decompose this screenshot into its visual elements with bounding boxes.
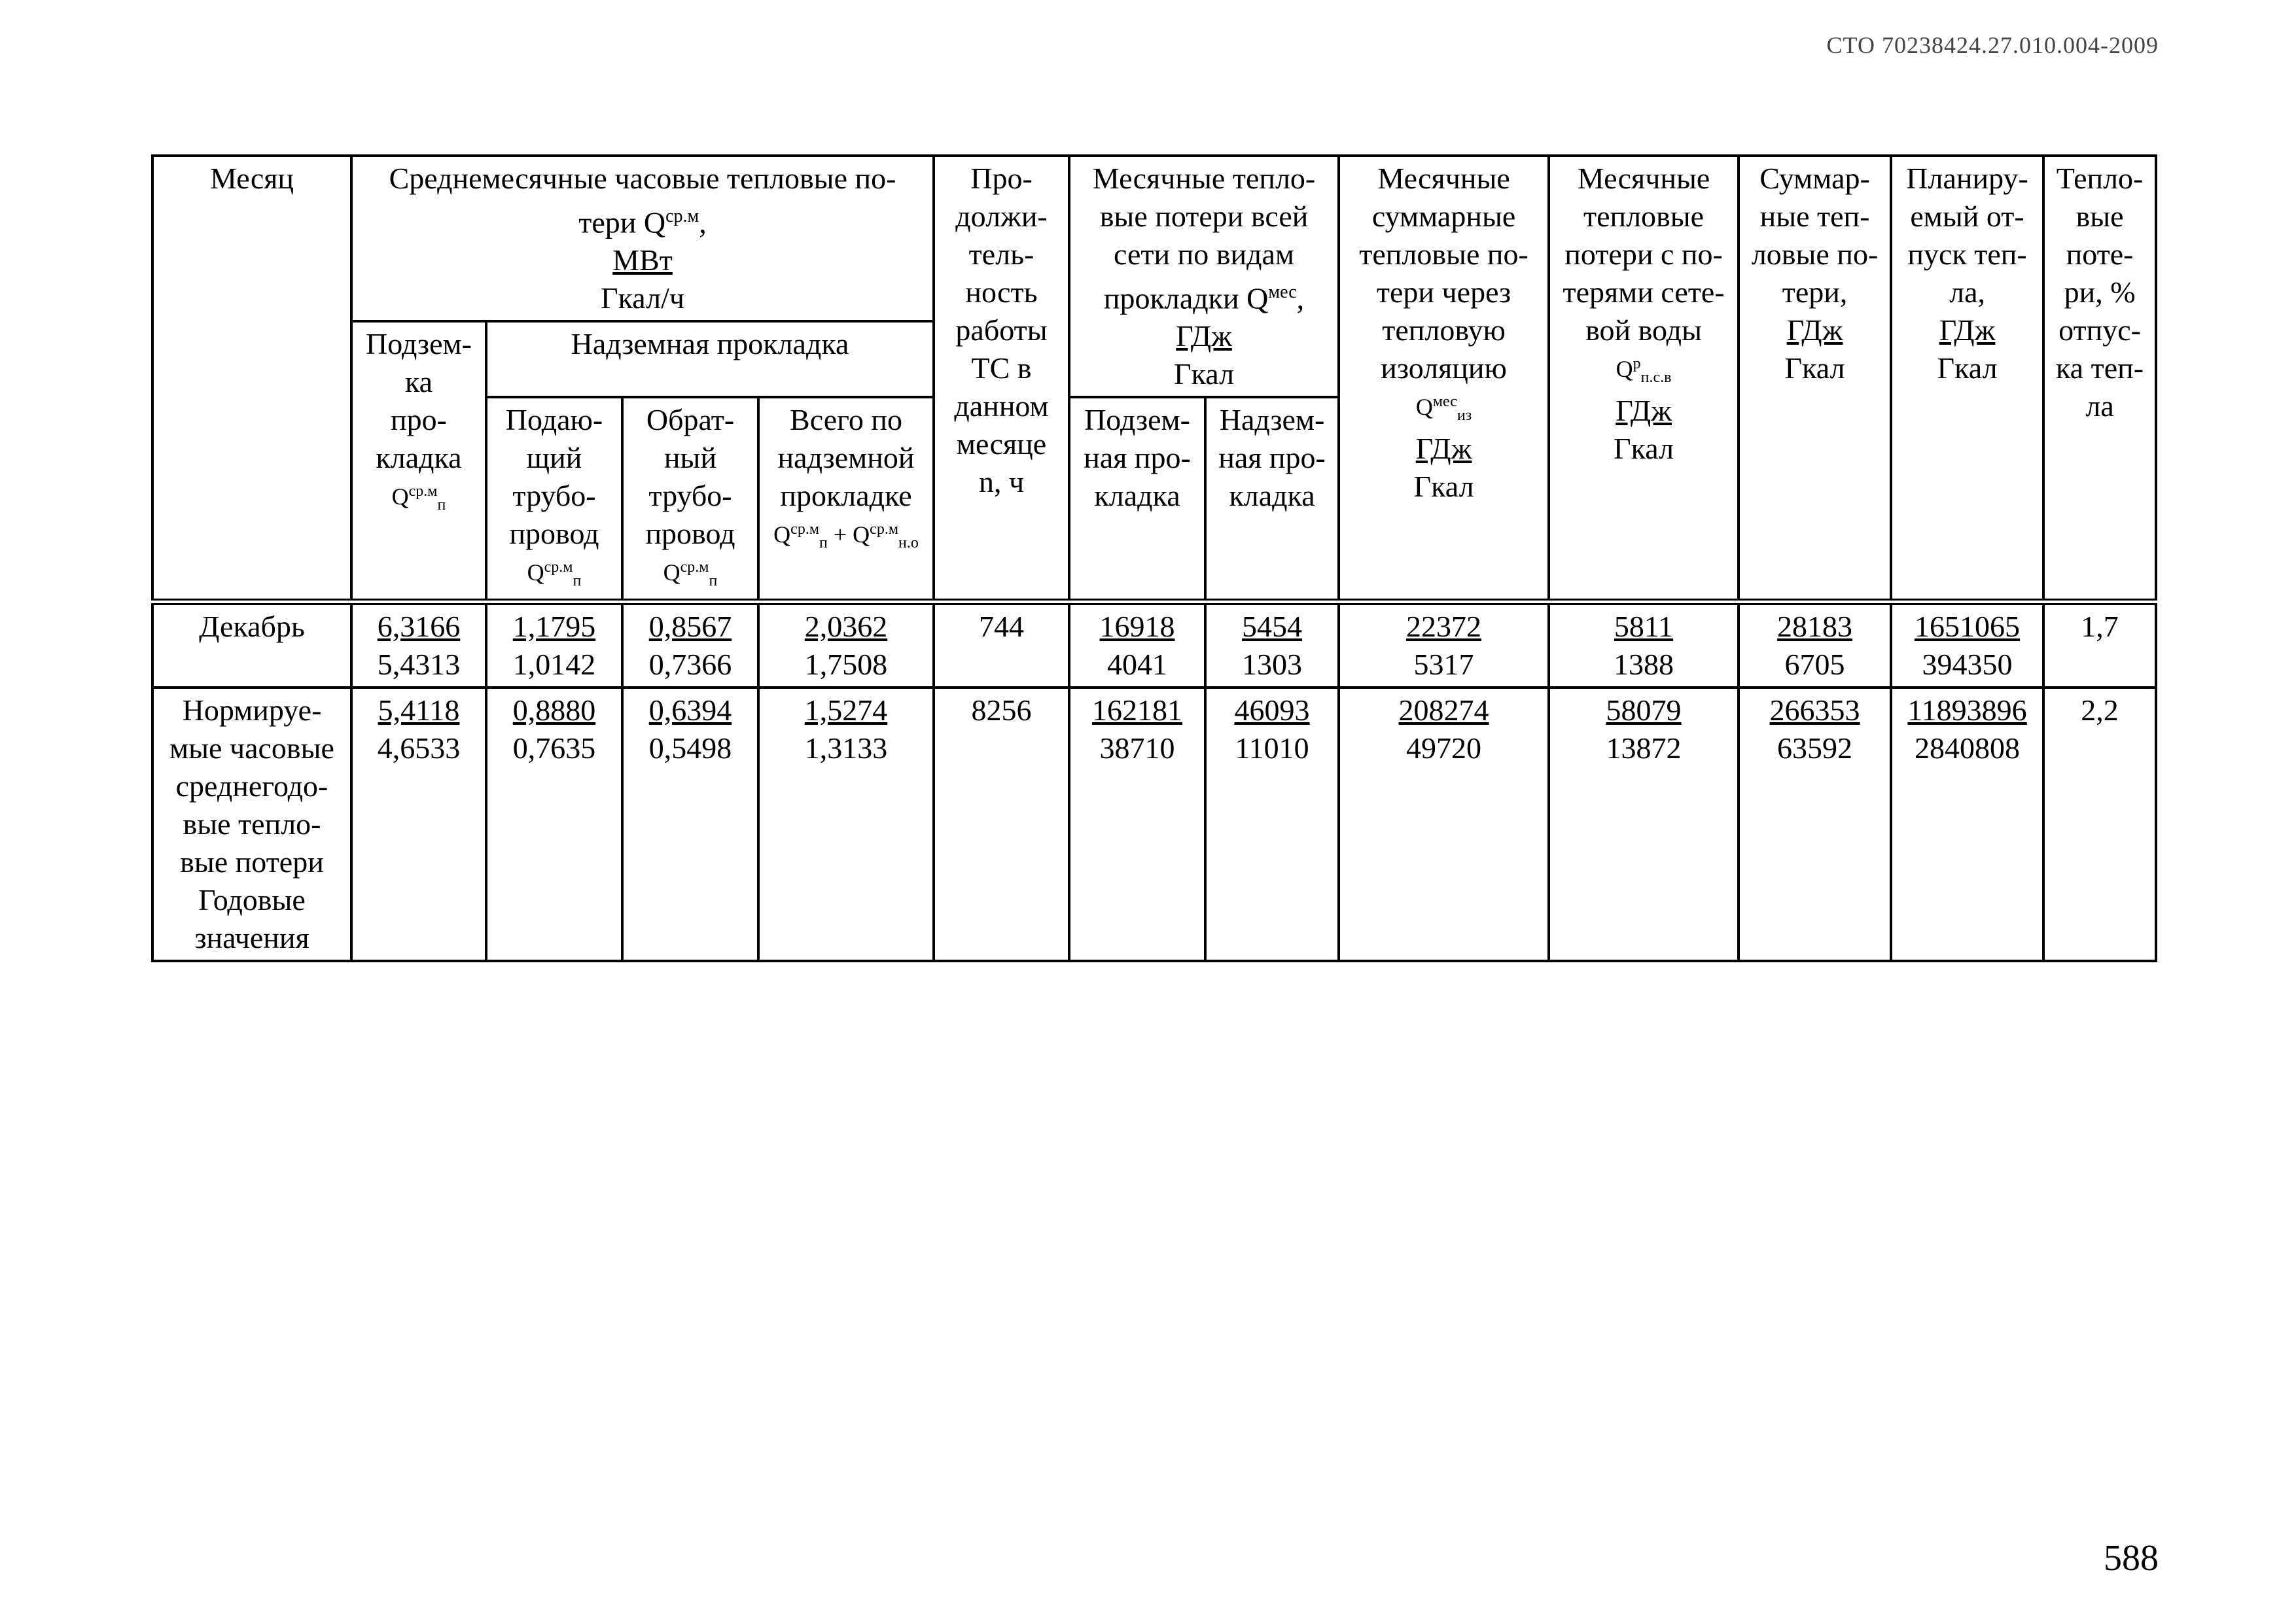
- table-row: [152, 602, 2156, 688]
- header-return-pipe: Обрат- ный трубо- провод $Q^{ср.м}_п$: [622, 397, 758, 601]
- document-code: СТО 70238424.27.010.004-2009: [1826, 32, 2159, 58]
- cell-total: 266353 63592: [1739, 688, 1891, 961]
- cell-monthly-underground: 162181 38710: [1069, 688, 1205, 961]
- cell-insulation: 22372 5317: [1339, 602, 1549, 688]
- header-network-water-losses: Месячные тепловые потери с по- терями сете- вой воды $Q^р_{п.с.в}$ ГДж Гкал: [1549, 156, 1739, 602]
- cell-monthly-aboveground: 46093 11010: [1205, 688, 1339, 961]
- header-monthly-aboveground: Надзем- ная про- кладка: [1205, 397, 1339, 601]
- cell-network-water: 58079 13872: [1549, 688, 1739, 961]
- row-label: Нормируе- мые часовые среднегодо- вые тепло- вые потери Годовые значения: [152, 688, 351, 961]
- header-monthly-network-losses: Месячные тепло- вые потери всей сети по видам прокладки $Q^{мес}$, ГДж Гкал: [1069, 156, 1339, 397]
- cell-duration: 8256: [934, 688, 1069, 961]
- cell-percent: 1,7: [2043, 602, 2156, 688]
- cell-supply: 0,8880 0,7635: [486, 688, 622, 961]
- header-total-losses: Суммар- ные теп- ловые по- тери, ГДж Гкал: [1739, 156, 1891, 602]
- header-planned-supply: Планиру- емый от- пуск теп- ла, ГДж Гкал: [1891, 156, 2043, 602]
- header-monthly-underground: Подзем- ная про- кладка: [1069, 397, 1205, 601]
- cell-monthly-underground: 16918 4041: [1069, 602, 1205, 688]
- cell-total: 28183 6705: [1739, 602, 1891, 688]
- cell-monthly-aboveground: 5454 1303: [1205, 602, 1339, 688]
- header-supply-pipe: Подаю- щий трубо- провод $Q^{ср.м}_п$: [486, 397, 622, 601]
- cell-return: 0,8567 0,7366: [622, 602, 758, 688]
- cell-total-aboveground: 2,0362 1,7508: [758, 602, 934, 688]
- cell-supply: 1,1795 1,0142: [486, 602, 622, 688]
- table-row: [152, 688, 2156, 961]
- cell-return: 0,6394 0,5498: [622, 688, 758, 961]
- heat-loss-table: [151, 154, 2157, 962]
- header-insulation-losses: Месячные суммарные тепловые по- тери через тепловую изоляцию $Q^{мес}_{из}$ ГДж Гкал: [1339, 156, 1549, 602]
- cell-duration: 744: [934, 602, 1069, 688]
- header-avg-hourly-losses: Среднемесячные часовые тепловые по- тери $Q^{ср.м}$, МВт Гкал/ч: [351, 156, 934, 321]
- page-number: 588: [2104, 1538, 2159, 1579]
- header-total-aboveground: Всего по надземной прокладке $Q^{ср.м}_п + Q^{ср.м}_{н.о}$: [758, 397, 934, 601]
- header-percent-losses: Тепло- вые поте- ри, % отпус- ка теп- ла: [2043, 156, 2156, 602]
- cell-planned: 11893896 2840808: [1891, 688, 2043, 961]
- cell-planned: 1651065 394350: [1891, 602, 2043, 688]
- cell-underground: 5,4118 4,6533: [351, 688, 486, 961]
- cell-total-aboveground: 1,5274 1,3133: [758, 688, 934, 961]
- cell-underground: 6,3166 5,4313: [351, 602, 486, 688]
- header-underground: Подзем- ка про- кладка $Q^{ср.м}_п$: [351, 321, 486, 601]
- cell-insulation: 208274 49720: [1339, 688, 1549, 961]
- header-month: Месяц: [152, 156, 351, 602]
- header-duration: Про- должи- тель- ность работы ТС в данном месяце n, ч: [934, 156, 1069, 602]
- cell-percent: 2,2: [2043, 688, 2156, 961]
- cell-network-water: 5811 1388: [1549, 602, 1739, 688]
- row-label: Декабрь: [152, 602, 351, 688]
- header-aboveground: Надземная прокладка: [486, 321, 934, 397]
